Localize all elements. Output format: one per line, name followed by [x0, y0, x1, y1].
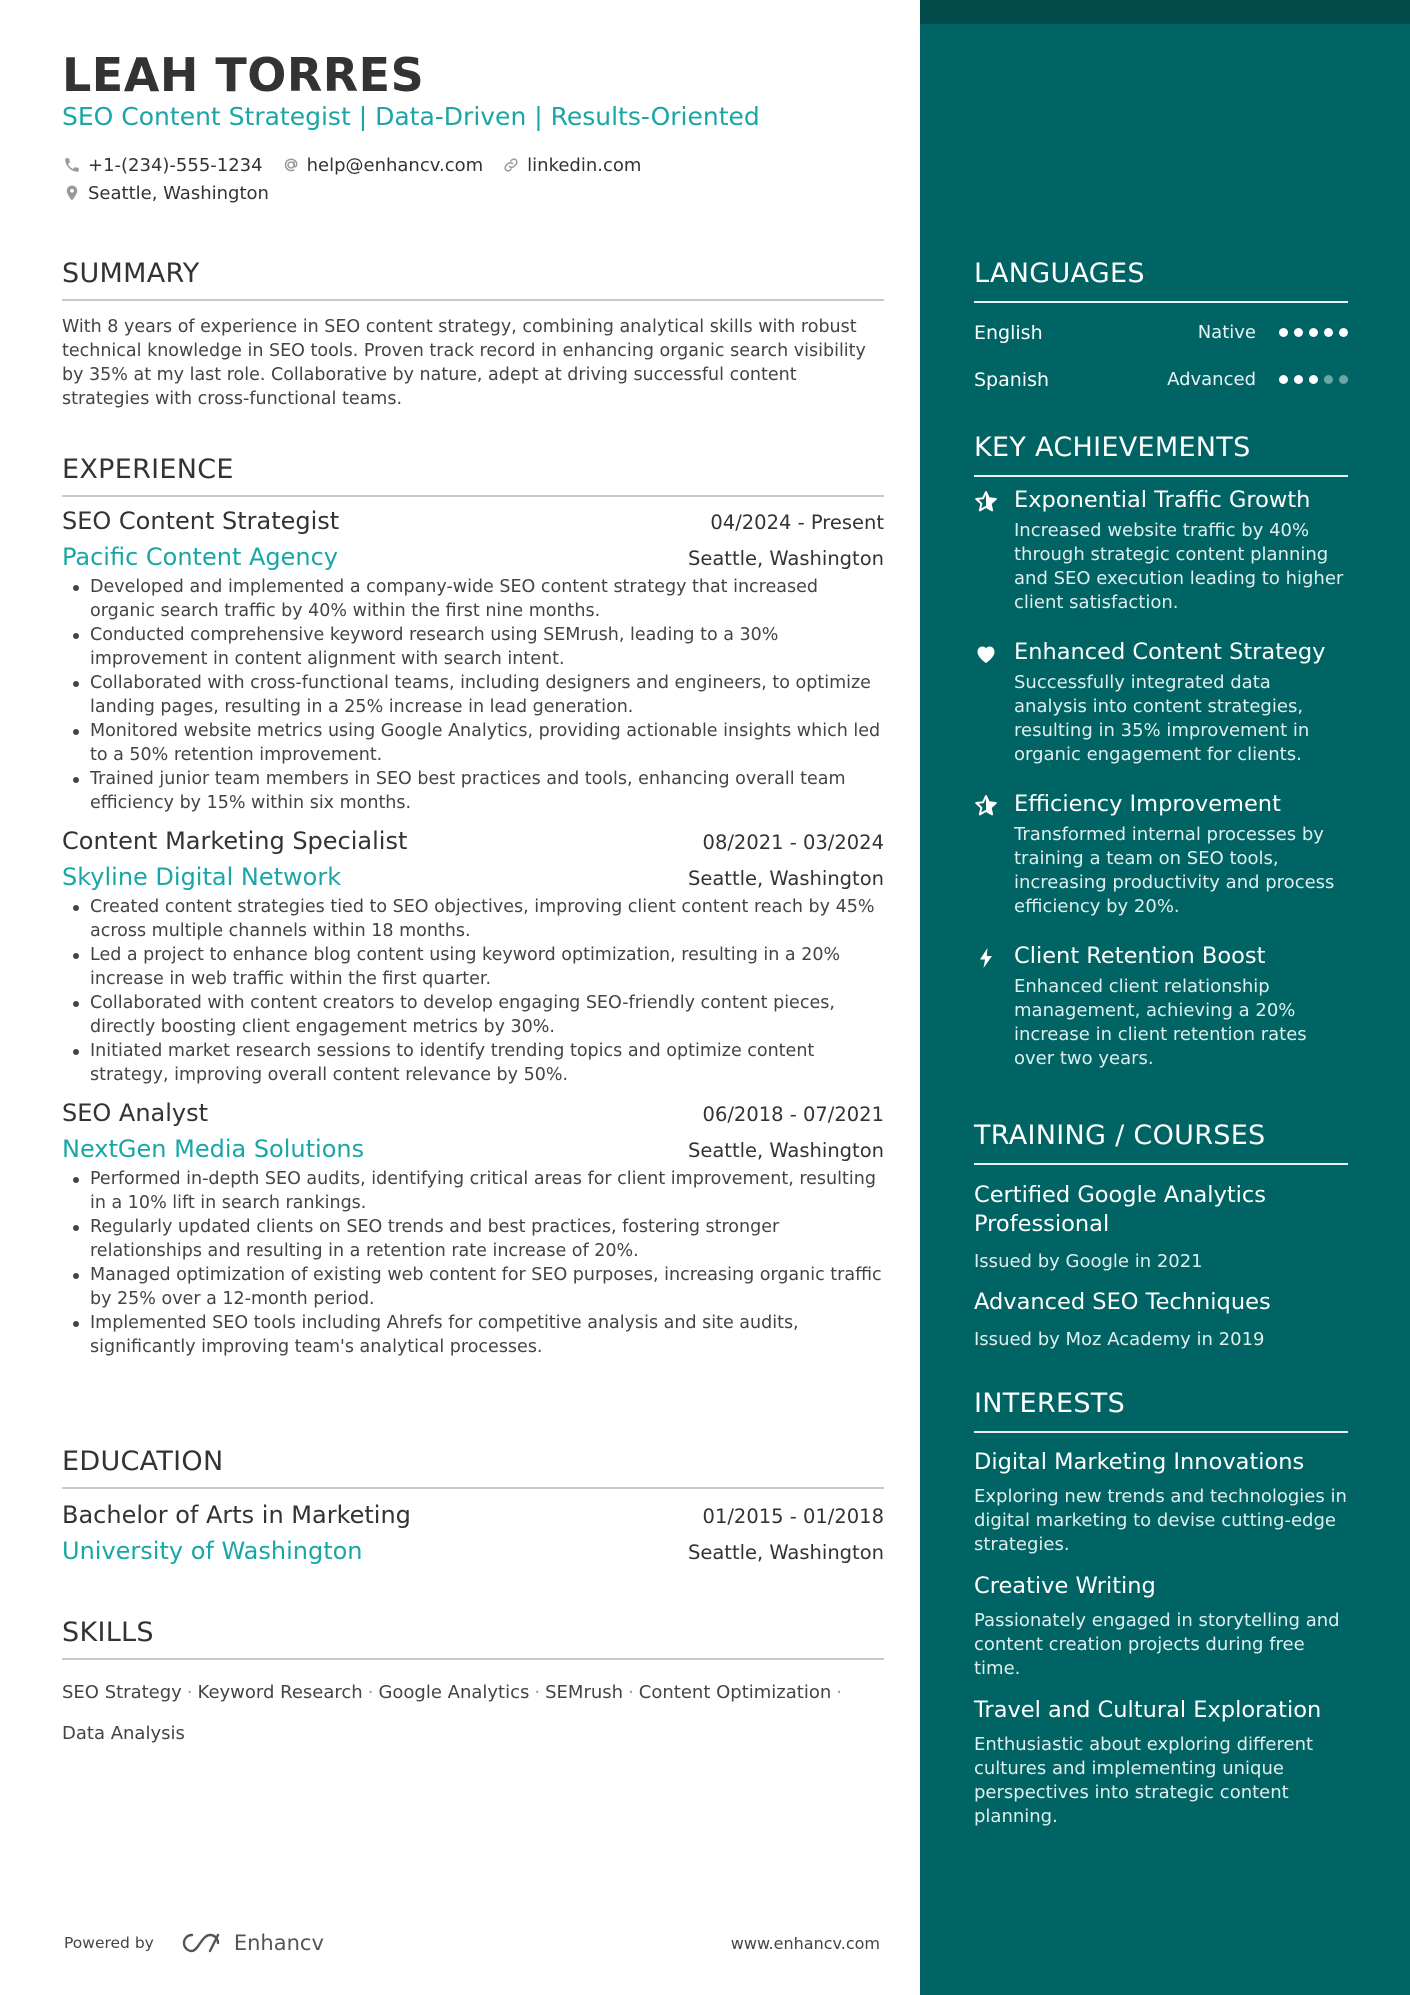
job-bullet: Developed and implemented a company-wide SEO content strategy that increased organic search traffic by 40% within the first nine months. — [62, 575, 884, 623]
job-dates: 08/2021 - 03/2024 — [702, 831, 884, 854]
interest-item — [974, 1449, 1348, 1557]
skill-separator: · — [836, 1682, 842, 1703]
experience-heading: EXPERIENCE — [62, 454, 884, 497]
job-bullet: Created content strategies tied to SEO objectives, improving client content reach by 45% across multiple channels within 18 months. — [62, 895, 884, 943]
company-name[interactable]: Skyline Digital Network — [62, 863, 342, 891]
proficiency-dot — [1309, 375, 1318, 384]
education-section — [62, 1446, 884, 1565]
job-bullet: Conducted comprehensive keyword research using SEMrush, leading to a 30% improvement in content alignment with search intent. — [62, 623, 884, 671]
company-name[interactable]: NextGen Media Solutions — [62, 1135, 365, 1163]
skill-item: Keyword Research — [197, 1682, 363, 1703]
language-name: Spanish — [974, 368, 1050, 391]
skill-separator: · — [367, 1682, 374, 1703]
proficiency-dot — [1294, 375, 1303, 384]
experience-section — [62, 454, 884, 1359]
proficiency-dot — [1324, 375, 1333, 384]
job-bullet: Led a project to enhance blog content using keyword optimization, resulting in a 20% increase in web traffic within the first quarter. — [62, 943, 884, 991]
job-entry — [62, 1099, 884, 1359]
job-bullet: Regularly updated clients on SEO trends and best practices, fostering stronger relationships and resulting in a retention rate increase of 20%. — [62, 1215, 884, 1263]
interest-item — [974, 1573, 1348, 1681]
skill-separator: · — [186, 1682, 193, 1703]
training-heading: TRAINING / COURSES — [974, 1120, 1348, 1165]
achievement-description: Transformed internal processes by training a team on SEO tools, increasing productivity and process efficiency by 20%. — [1014, 824, 1335, 917]
job-title: SEO Analyst — [62, 1099, 209, 1127]
footer — [64, 1928, 880, 1958]
job-bullet: Implemented SEO tools including Ahrefs for competitive analysis and site audits, significantly improving team's analytical processes. — [62, 1311, 884, 1359]
sidebar-top-band — [920, 0, 1410, 24]
skill-item: SEO Strategy — [62, 1682, 182, 1703]
interest-title: Creative Writing — [974, 1573, 1156, 1599]
job-bullet: Monitored website metrics using Google Analytics, providing actionable insights which led to a 50% retention improvement. — [62, 719, 884, 767]
job-dates: 04/2024 - Present — [710, 511, 884, 534]
job-title: SEO Content Strategist — [62, 507, 340, 535]
achievement-title: Efficiency Improvement — [1014, 791, 1281, 817]
enhancv-logo[interactable] — [180, 1931, 324, 1955]
job-location: Seattle, Washington — [687, 547, 884, 570]
skill-item: Google Analytics — [378, 1682, 530, 1703]
achievement-title: Enhanced Content Strategy — [1014, 639, 1326, 665]
contact-info — [62, 152, 882, 208]
job-bullets — [62, 1167, 884, 1359]
job-bullets — [62, 575, 884, 815]
phone-contact[interactable] — [62, 155, 263, 176]
star-icon — [974, 791, 1014, 919]
job-bullets — [62, 895, 884, 1087]
phone-icon — [62, 155, 82, 175]
languages-section — [974, 258, 1348, 403]
language-proficiency-dots — [1278, 328, 1348, 337]
interest-description: Exploring new trends and technologies in digital marketing to devise cutting-edge strategies. — [974, 1486, 1347, 1555]
course-item — [974, 1288, 1348, 1350]
star-icon — [974, 487, 1014, 615]
proficiency-dot — [1294, 328, 1303, 337]
language-level: Native — [1197, 322, 1256, 343]
language-name: English — [974, 321, 1043, 344]
email-contact[interactable] — [281, 155, 484, 176]
proficiency-dot — [1309, 328, 1318, 337]
interests-section — [974, 1388, 1348, 1829]
location-text: Seattle, Washington — [88, 182, 269, 204]
languages-heading: LANGUAGES — [974, 258, 1348, 303]
summary-text: With 8 years of experience in SEO content strategy, combining analytical skills with robust technical knowledge in SEO tools. Proven track record in enhancing organic search visibility by 35% at my last role. Collaborative by nature, adept at driving successful content strategies with cross-functional teams. — [62, 317, 866, 409]
proficiency-dot — [1279, 328, 1288, 337]
training-section — [974, 1120, 1348, 1350]
school-name[interactable]: University of Washington — [62, 1537, 363, 1565]
interest-title: Digital Marketing Innovations — [974, 1449, 1305, 1475]
proficiency-dot — [1339, 328, 1348, 337]
job-entry — [62, 827, 884, 1087]
course-issuer: Issued by Moz Academy in 2019 — [974, 1329, 1265, 1350]
job-bullet: Managed optimization of existing web content for SEO purposes, increasing organic traffic by 25% over a 12-month period. — [62, 1263, 884, 1311]
achievement-item — [974, 639, 1348, 767]
heart-icon — [974, 639, 1014, 767]
language-level: Advanced — [1167, 369, 1256, 390]
education-location: Seattle, Washington — [687, 1541, 884, 1564]
candidate-name: LEAH TORRES — [62, 48, 425, 102]
proficiency-dot — [1339, 375, 1348, 384]
enhancv-logo-icon — [180, 1931, 228, 1955]
achievement-title: Client Retention Boost — [1014, 943, 1266, 969]
course-item — [974, 1181, 1348, 1272]
summary-section — [62, 258, 884, 411]
interest-item — [974, 1697, 1348, 1829]
achievement-description: Increased website traffic by 40% through strategic content planning and SEO execution leading to higher client satisfaction. — [1014, 520, 1344, 613]
proficiency-dot — [1279, 375, 1288, 384]
job-location: Seattle, Washington — [687, 1139, 884, 1162]
language-row — [974, 309, 1348, 356]
course-title: Advanced SEO Techniques — [974, 1289, 1271, 1315]
linkedin-contact[interactable] — [501, 155, 641, 176]
language-row — [974, 356, 1348, 403]
achievement-item — [974, 943, 1348, 1071]
job-bullet: Collaborated with content creators to develop engaging SEO-friendly content pieces, directly boosting client engagement metrics by 30%. — [62, 991, 884, 1039]
skills-section — [62, 1617, 884, 1754]
achievement-item — [974, 487, 1348, 615]
language-proficiency-dots — [1278, 375, 1348, 384]
skill-item: SEMrush — [545, 1682, 624, 1703]
course-title: Certified Google Analytics Professional — [974, 1182, 1266, 1237]
email-text: help@enhancv.com — [306, 154, 484, 176]
job-bullet: Collaborated with cross-functional teams, including designers and engineers, to optimize landing pages, resulting in a 25% increase in lead generation. — [62, 671, 884, 719]
job-title: Content Marketing Specialist — [62, 827, 408, 855]
achievement-item — [974, 791, 1348, 919]
skill-item: Data Analysis — [62, 1723, 185, 1744]
interest-title: Travel and Cultural Exploration — [974, 1697, 1322, 1723]
achievement-description: Successfully integrated data analysis into content strategies, resulting in 35% improvement in organic engagement for clients. — [1014, 672, 1310, 765]
skill-item: Content Optimization — [638, 1682, 832, 1703]
phone-text: +1-(234)-555-1234 — [88, 154, 263, 176]
achievements-section — [974, 432, 1348, 1071]
interests-heading: INTERESTS — [974, 1388, 1348, 1433]
company-name[interactable]: Pacific Content Agency — [62, 543, 339, 571]
achievement-title: Exponential Traffic Growth — [1014, 487, 1311, 513]
skills-heading: SKILLS — [62, 1617, 884, 1660]
location-contact — [62, 183, 269, 204]
enhancv-logo-text: Enhancv — [233, 1931, 324, 1955]
skills-list — [62, 1672, 884, 1754]
at-sign-icon — [281, 155, 301, 175]
link-icon — [501, 155, 521, 175]
job-bullet: Performed in-depth SEO audits, identifying critical areas for client improvement, resulting in a 10% lift in search rankings. — [62, 1167, 884, 1215]
location-pin-icon — [62, 183, 82, 203]
powered-by — [64, 1931, 324, 1955]
job-entry — [62, 507, 884, 815]
achievements-heading: KEY ACHIEVEMENTS — [974, 432, 1348, 477]
summary-heading: SUMMARY — [62, 258, 884, 301]
skill-separator: · — [628, 1682, 634, 1703]
education-dates: 01/2015 - 01/2018 — [702, 1505, 884, 1528]
job-bullet: Initiated market research sessions to identify trending topics and optimize content strategy, improving overall content relevance by 50%. — [62, 1039, 884, 1087]
job-location: Seattle, Washington — [687, 867, 884, 890]
interest-description: Passionately engaged in storytelling and content creation projects during free time. — [974, 1610, 1340, 1679]
interest-description: Enthusiastic about exploring different cultures and implementing unique perspectives into strategic content planning. — [974, 1734, 1314, 1827]
linkedin-text: linkedin.com — [527, 154, 642, 176]
job-dates: 06/2018 - 07/2021 — [702, 1103, 884, 1126]
education-heading: EDUCATION — [62, 1446, 884, 1489]
proficiency-dot — [1324, 328, 1333, 337]
candidate-tagline: SEO Content Strategist | Data-Driven | Results-Oriented — [62, 102, 760, 131]
achievement-description: Enhanced client relationship management, achieving a 20% increase in client retention rates over two years. — [1014, 976, 1307, 1069]
course-issuer: Issued by Google in 2021 — [974, 1251, 1203, 1272]
bolt-icon — [974, 943, 1014, 1071]
education-entry — [62, 1501, 884, 1565]
degree-title: Bachelor of Arts in Marketing — [62, 1501, 411, 1529]
skill-separator: · — [534, 1682, 541, 1703]
footer-site-link[interactable]: www.enhancv.com — [730, 1933, 880, 1953]
job-bullet: Trained junior team members in SEO best practices and tools, enhancing overall team efficiency by 15% within six months. — [62, 767, 884, 815]
powered-by-label: Powered by — [64, 1934, 154, 1952]
